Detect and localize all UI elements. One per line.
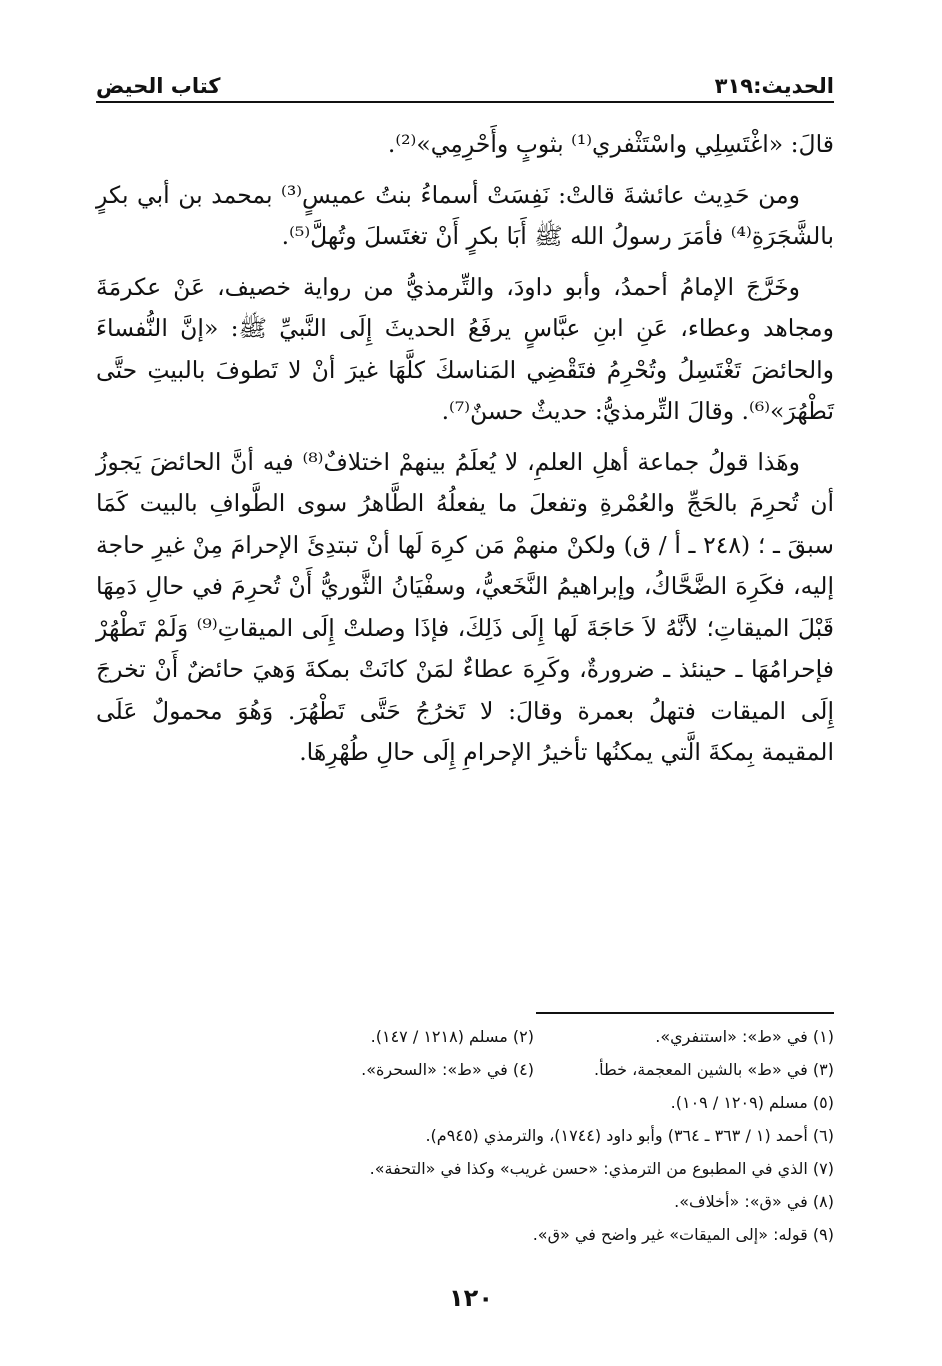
footnote-4: (٤) في «ط»: «السحرة». — [361, 1060, 534, 1079]
footnote-6: (٦) أحمد (١ / ٣٦٣ ـ ٣٦٤) وأبو داود (١٧٤٤)، والترمذي (٩٤٥م). — [425, 1126, 834, 1145]
hadith-number-label: الحديث:٣١٩ — [714, 74, 834, 98]
page-number: ١٢٠ — [449, 1284, 493, 1312]
footnote-2: (٢) مسلم (١٢١٨ / ١٤٧). — [370, 1027, 534, 1046]
paragraph-3: وخَرَّجَ الإمامُ أحمدُ، وأبو داودَ، والتِّرمذيُّ من رواية خصيف، عَنْ عكرمَةَ ومجاهد وعطاء، عَنِ ابنِ عبَّاسٍ يرفَعُ الحديثَ إِلَى النَّبيِّ ﷺ: «إنَّ النُّفساءَ والحائضَ تَغْتَسِلُ وتُحْرِمُ فتَقْضِي المَناسكَ كلَّهَا غيرَ أنْ لا تَطوفَ بالبيتِ حتَّى تَطْهُرَ»⁽⁶⁾. وقالَ التِّرمذيُّ: حديثٌ حسنٌ⁽⁷⁾. — [96, 272, 834, 425]
footnote-row — [96, 1020, 834, 1053]
running-header — [96, 62, 834, 98]
header-divider — [96, 101, 834, 103]
footnote-1: (١) في «ط»: «استنفري». — [655, 1027, 834, 1046]
footnote-divider — [536, 1012, 834, 1014]
paragraph-1: قالَ: «اغْتَسِلِي واسْتَثْفري⁽¹⁾ بثوبٍ وأَحْرِمِي»⁽²⁾. — [387, 130, 834, 158]
footnote-row — [96, 1053, 834, 1086]
book-title: كتاب الحيض — [96, 74, 221, 98]
footnote-8: (٨) في «ق»: «أخلاف». — [674, 1192, 834, 1211]
footnote-9: (٩) قوله: «إلى الميقات» غير واضح في «ق». — [532, 1225, 834, 1244]
footnote-3: (٣) في «ط» بالشين المعجمة، خطأ. — [594, 1060, 834, 1079]
footnote-5: (٥) مسلم (١٢٠٩ / ١٠٩). — [670, 1093, 834, 1112]
footnotes — [96, 1020, 834, 1251]
paragraph-2: ومن حَدِيث عائشةَ قالتْ: نَفِسَتْ أسماءُ بنتُ عميسٍ⁽³⁾ بمحمد بن أبي بكرٍ بالشَّجَرَةِ⁽⁴⁾ فأمَرَ رسولُ الله ﷺ أَبَا بكرٍ أَنْ تغتَسلَ وتُهلَّ⁽⁵⁾. — [96, 180, 834, 250]
main-text — [96, 124, 834, 774]
paragraph-4: وهَذا قولُ جماعة أهلِ العلمِ، لا يُعلَمُ بينهمْ اختلافٌ⁽⁸⁾ فيه أنَّ الحائضَ يَجوزُ أن تُحرِمَ بالحَجِّ والعُمْرةِ وتفعلَ ما يفعلُهُ الطَّاهرُ سوى الطَّوافِ بالبيت كَمَا سبقَ ـ ؛ (٢٤٨ ـ أ / ق) ولكنْ منهمْ مَن كرِهَ لَها أنْ تبتدِئَ الإحرامَ مِنْ غيرِ حاجة إليه، فكَرِهَ الضَّحَّاكُ، وإبراهيمُ النَّخَعيُّ، وسفْيَانُ الثَّوريُّ أَنْ تُحرِمَ في حالِ دَمِهَا قَبْلَ الميقاتِ؛ لأنَّهُ لاَ حَاجَةَ لَها إِلَى ذَلِكَ، فإذَا وصلتْ إِلَى الميقاتِ⁽⁹⁾ وَلَمْ تَطْهُرْ فإحرامُهَا ـ حينئذ ـ ضرورةٌ، وكَرِهَ عطاءٌ لمَنْ كانَتْ بمكةَ وَهيَ حائضٌ أَنْ تخرجَ إِلَى الميقات فتهلُ بعمرة وقالَ: لا تَخرُجُ حَتَّى تَطْهُرَ. وَهُوَ محمولٌ عَلَى المقيمة بِمكةَ الَّتي يمكنُها تأخيرُ الإحرامِ إِلَى حالِ طُهْرِهَا. — [96, 447, 834, 766]
footnote-7: (٧) الذي في المطبوع من الترمذي: «حسن غريب» وكذا في «التحفة». — [369, 1159, 834, 1178]
